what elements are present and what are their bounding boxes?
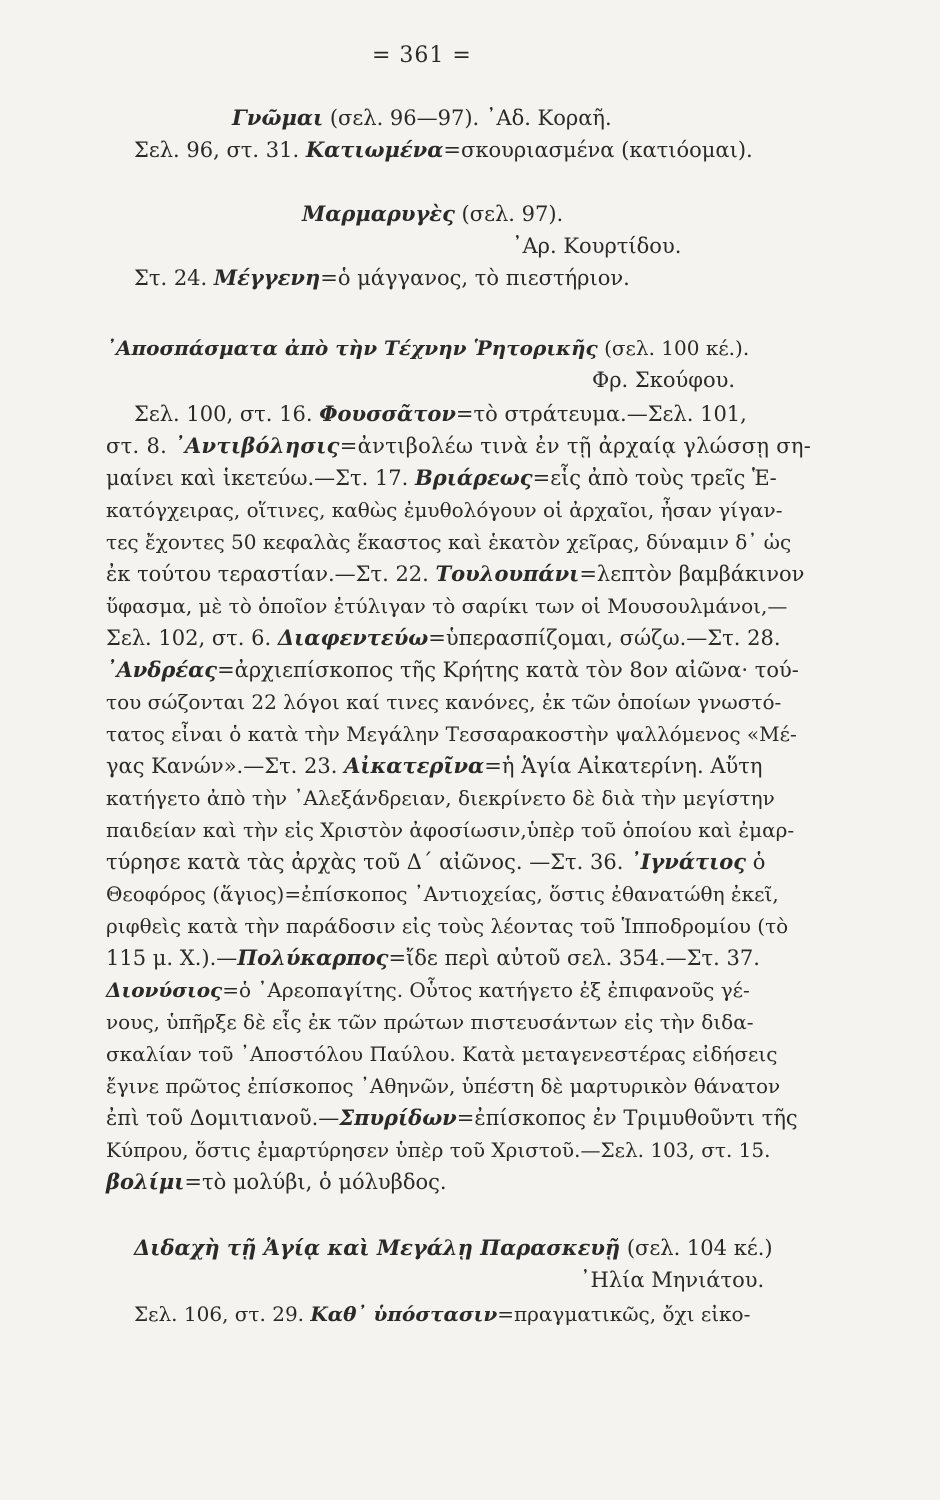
text-run: 115 μ. Χ.).—: [106, 946, 238, 970]
gloss-definition: =ὁ μάγγανος, τὸ πιεστήριον.: [320, 266, 630, 290]
gloss-term: Φουσσᾶτον: [319, 401, 456, 426]
section-title: Μαρμαρυγὲς: [302, 201, 455, 226]
text-run: ἐπὶ τοῦ Δομιτιανοῦ.—: [106, 1106, 340, 1130]
text-run: =ὁ ᾿Αρεοπαγίτης. Οὗτος κατήγετο ἐξ ἐπιφανοῦς γέ-: [222, 978, 750, 1002]
gloss-line: [134, 1300, 750, 1328]
gloss-term: ᾿Ανδρέας: [106, 657, 218, 682]
text-line: [106, 656, 799, 684]
section-author: ᾿Ηλία Μηνιάτου.: [580, 1268, 765, 1292]
text-line: του σώζονται 22 λόγοι καί τινες κανόνες, ἐκ τῶν ὁποίων γνωστό-: [106, 690, 782, 714]
text-run: ἐκ τούτου τεραστίαν.—Στ. 22.: [106, 562, 436, 586]
text-run: =ἀρχιεπίσκοπος τῆς Κρήτης κατὰ τὸν 8ον αἰῶνα· τού-: [217, 658, 799, 682]
text-line: σκαλίαν τοῦ ᾿Αποστόλου Παύλου. Κατὰ μεταγενεστέρας εἰδήσεις: [106, 1042, 778, 1066]
gloss-ref: Σελ. 106, στ. 29.: [134, 1302, 311, 1326]
text-run: =τὸ στράτευμα.—Σελ. 101,: [455, 402, 747, 426]
section-title: Διδαχὴ τῇ Ἁγίᾳ καὶ Μεγάλῃ Παρασκευῇ: [134, 1235, 621, 1260]
gloss-term: Διαφεντεύω: [277, 625, 429, 650]
text-line: [106, 976, 750, 1004]
section-ref: (σελ. 100 κέ.).: [597, 336, 750, 360]
text-line: [106, 464, 777, 492]
text-line: [134, 400, 747, 428]
text-run: =ὑπερασπίζομαι, σώζω.—Στ. 28.: [428, 626, 781, 650]
text-line: [106, 560, 804, 588]
section-ref: (σελ. 97).: [454, 202, 564, 226]
page-number: = 361 =: [372, 43, 472, 68]
section-title: Γνῶμαι: [232, 105, 324, 130]
gloss-definition: =πραγματικῶς, ὄχι εἰκο-: [497, 1302, 751, 1326]
text-line: [106, 624, 781, 652]
text-run: =ἡ Ἁγία Αἰκατερίνη. Αὕτη: [484, 754, 763, 778]
text-run: τύρησε κατὰ τὰς ἀρχὰς τοῦ Δ´ αἰῶνος. —Στ. 36.: [106, 850, 631, 874]
text-run: =ἴδε περὶ αὐτοῦ σελ. 354.—Στ. 37.: [388, 946, 760, 970]
gloss-term: Πολύκαρπος: [237, 945, 389, 970]
text-line: [106, 752, 763, 780]
text-line: [106, 432, 811, 460]
text-line: [106, 1104, 798, 1132]
section-ref: (σελ. 104 κέ.): [620, 1236, 773, 1260]
text-line: [106, 1168, 447, 1196]
text-run: γας Κανών».—Στ. 23.: [106, 754, 345, 778]
text-line: κατήγετο ἀπὸ τὴν ᾿Αλεξάνδρειαν, διεκρίνετο δὲ διὰ τὴν μεγίστην: [106, 786, 775, 810]
text-line: τατος εἶναι ὁ κατὰ τὴν Μεγάλην Τεσσαρακοστὴν ψαλλόμενος «Μέ-: [106, 722, 797, 746]
gloss-term: Διονύσιος: [106, 978, 223, 1002]
section-ref: (σελ. 96—97). ᾿Αδ. Κοραῆ.: [323, 106, 612, 130]
text-run: ὁ: [746, 850, 766, 874]
text-line: ριφθεὶς κατὰ τὴν παράδοσιν εἰς τοὺς λέοντας τοῦ Ἱπποδρομίου (τὸ: [106, 914, 789, 938]
gloss-term: ᾿Ιγνάτιος: [630, 849, 747, 874]
gloss-line: [134, 264, 630, 292]
gloss-term: Κατιωμένα: [305, 137, 444, 162]
text-run: =εἷς ἀπὸ τοὺς τρεῖς Ἑ-: [532, 466, 777, 490]
text-line: τες ἔχοντες 50 κεφαλὰς ἕκαστος καὶ ἑκατὸν χεῖρας, δύναμιν δ᾿ ὡς: [106, 530, 792, 554]
text-line: [106, 944, 760, 972]
gloss-line: [134, 136, 753, 164]
text-run: στ. 8.: [106, 434, 175, 458]
gloss-term: Μέγγενη: [213, 265, 321, 290]
text-run: =ἐπίσκοπος ἐν Τριμυθοῦντι τῆς: [456, 1106, 798, 1130]
gloss-ref: Σελ. 96, στ. 31.: [134, 138, 306, 162]
text-run: =ἀντιβολέω τινὰ ἐν τῇ ἀρχαίᾳ γλώσσῃ ση-: [339, 434, 812, 458]
text-line: [106, 848, 765, 876]
gloss-definition: =σκουριασμένα (κατιόομαι).: [443, 138, 753, 162]
text-line: ἔγινε πρῶτος ἐπίσκοπος ᾿Αθηνῶν, ὑπέστη δὲ μαρτυρικὸν θάνατον: [106, 1074, 781, 1098]
section-heading-apospasmata: [106, 334, 749, 362]
text-line: νους, ὑπῆρξε δὲ εἷς ἐκ τῶν πρώτων πιστευσάντων εἰς τὴν διδα-: [106, 1010, 754, 1034]
gloss-term: Αἰκατερῖνα: [344, 753, 485, 778]
text-line: παιδείαν καὶ τὴν εἰς Χριστὸν ἀφοσίωσιν,ὑπὲρ τοῦ ὁποίου καὶ ἐμαρ-: [106, 818, 795, 842]
section-heading-gnomai: [232, 104, 612, 132]
text-line: Κύπρου, ὅστις ἐμαρτύρησεν ὑπὲρ τοῦ Χριστοῦ.—Σελ. 103, στ. 15.: [106, 1138, 771, 1162]
section-author: ᾿Αρ. Κουρτίδου.: [512, 234, 682, 258]
section-author: Φρ. Σκούφου.: [592, 368, 736, 392]
gloss-term: Καθ᾿ ὑπόστασιν: [310, 1302, 498, 1326]
text-run: μαίνει καὶ ἱκετεύω.—Στ. 17.: [106, 466, 416, 490]
text-line: ὕφασμα, μὲ τὸ ὁποῖον ἐτύλιγαν τὸ σαρίκι των οἱ Μουσουλμάνοι,—: [106, 594, 788, 618]
text-run: =λεπτὸν βαμβάκινον: [579, 562, 805, 586]
text-run: Σελ. 100, στ. 16.: [134, 402, 320, 426]
section-heading-didache: [134, 1234, 773, 1262]
gloss-term: Σπυρίδων: [339, 1105, 457, 1130]
gloss-term: βολίμι: [106, 1169, 185, 1194]
section-title: ᾿Αποσπάσματα ἀπὸ τὴν Τέχνην Ῥητορικῆς: [106, 336, 598, 360]
text-line: κατόγχειρας, οἵτινες, καθὼς ἐμυθολόγουν οἱ ἀρχαῖοι, ἦσαν γίγαν-: [106, 498, 783, 522]
section-heading-marmaryges: [302, 200, 563, 228]
gloss-term: Βριάρεως: [415, 465, 533, 490]
gloss-ref: Στ. 24.: [134, 266, 214, 290]
text-run: Σελ. 102, στ. 6.: [106, 626, 278, 650]
gloss-term: ᾿Αντιβόλησις: [174, 433, 340, 458]
text-run: =τὸ μολύβι, ὁ μόλυβδος.: [184, 1170, 447, 1194]
text-line: Θεοφόρος (ἅγιος)=ἐπίσκοπος ᾿Αντιοχείας, ὅστις ἐθανατώθη ἐκεῖ,: [106, 882, 779, 906]
gloss-term: Τουλουπάνι: [435, 561, 580, 586]
